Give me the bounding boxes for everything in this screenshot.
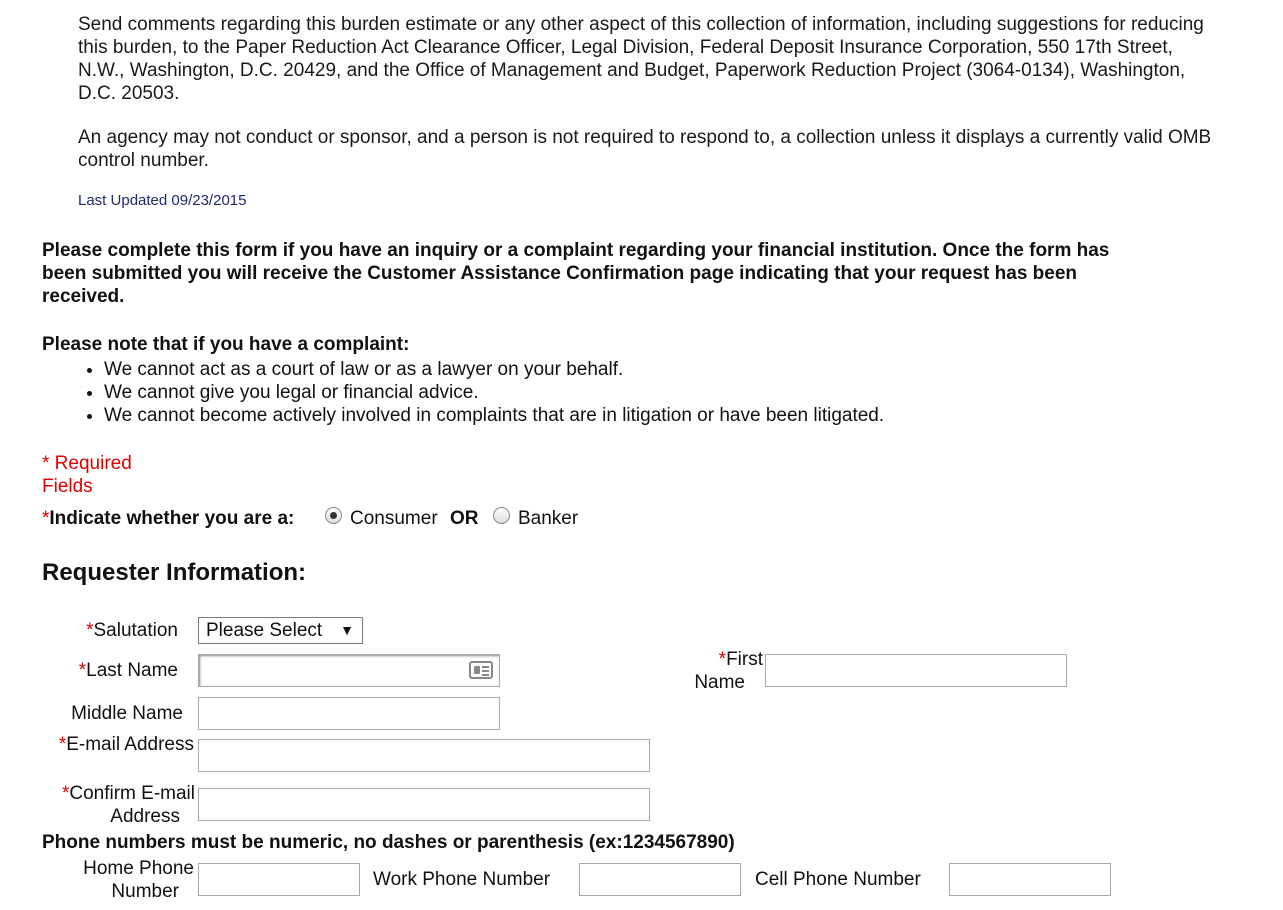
or-label: OR [450,508,479,529]
home-phone-label-line1: Home Phone [83,858,194,879]
list-item: • We cannot give you legal or financial advice. [104,381,884,404]
last-updated-text: Last Updated 09/23/2015 [78,192,247,209]
home-phone-label-line2: Number [111,881,179,902]
email-input[interactable] [198,739,650,772]
list-item: • We cannot become actively involved in complaints that are in litigation or have been litigated. [104,404,884,427]
salutation-label [40,619,178,642]
banker-radio[interactable] [493,507,510,524]
cell-phone-label: Cell Phone Number [755,869,921,890]
confirm-email-label-line1: Confirm E-mail [69,783,195,804]
contact-card-icon[interactable] [469,661,493,679]
salutation-label-text: Salutation [93,620,178,641]
form-intro-text: Please complete this form if you have an inquiry or a complaint regarding your financial institution. Once the form has been submitted you will receive the Customer Assistance Confirmation page indicating that your request has been received. [42,240,1110,307]
requester-info-title: Requester Information: [42,559,307,586]
work-phone-label: Work Phone Number [373,869,551,890]
last-name-input[interactable] [198,654,500,687]
salutation-select[interactable] [198,617,363,644]
required-fields-line1: * Required [42,453,132,474]
phone-format-note: Phone numbers must be numeric, no dashes or parenthesis (ex:1234567890) [42,832,735,853]
home-phone-label [40,857,194,903]
indicate-label: Indicate whether you are a: [49,508,295,529]
list-item: • We cannot act as a court of law or as a lawyer on your behalf. [104,358,884,381]
confirm-email-label-line2: Address [110,806,180,827]
confirm-email-label [30,782,195,828]
required-asterisk: * [86,620,94,641]
confirm-email-input[interactable] [198,788,650,821]
required-fields-line2: Fields [42,476,93,497]
middle-name-label: Middle Name [71,703,183,724]
email-label [30,733,194,756]
dropdown-arrow-icon: ▼ [340,622,354,638]
consumer-label[interactable]: Consumer [350,508,438,529]
required-fields-legend [42,452,132,498]
role-question [42,507,294,530]
email-label-text: E-mail Address [66,734,194,755]
middle-name-input[interactable] [198,697,500,730]
work-phone-input[interactable] [579,863,741,896]
first-name-input[interactable] [765,654,1067,687]
home-phone-input[interactable] [198,863,360,896]
first-name-label [640,648,763,694]
required-asterisk: * [78,660,87,681]
salutation-value: Please Select [206,620,323,641]
required-asterisk: * [42,508,50,529]
required-asterisk: * [58,734,67,755]
banker-label[interactable]: Banker [518,508,579,529]
last-name-label-text: Last Name [86,660,178,681]
complaint-note-heading: Please note that if you have a complaint: [42,334,410,355]
last-name-label [40,659,178,682]
consumer-radio[interactable] [325,507,342,524]
omb-notice-paragraph: An agency may not conduct or sponsor, and a person is not required to respond to, a collection unless it displays a currently valid OMB control number. [78,127,1212,171]
required-asterisk: * [61,783,70,804]
first-name-label-line1: First [726,649,763,670]
burden-comments-paragraph: Send comments regarding this burden estimate or any other aspect of this collection of information, including suggestions for reducing this burden, to the Paper Reduction Act Clearance Officer, Legal Division, Federal Deposit Insurance Corporation, 550 17th Street, N.W., Washington, D.C. 20429, and the Office of Management and Budget, Paperwork Reduction Project (3064-0134), Washington, D.C. 20503. [78,14,1204,104]
complaint-notes-list [42,358,884,427]
required-asterisk: * [718,649,727,670]
cell-phone-input[interactable] [949,863,1111,896]
first-name-label-line2: Name [694,672,745,693]
